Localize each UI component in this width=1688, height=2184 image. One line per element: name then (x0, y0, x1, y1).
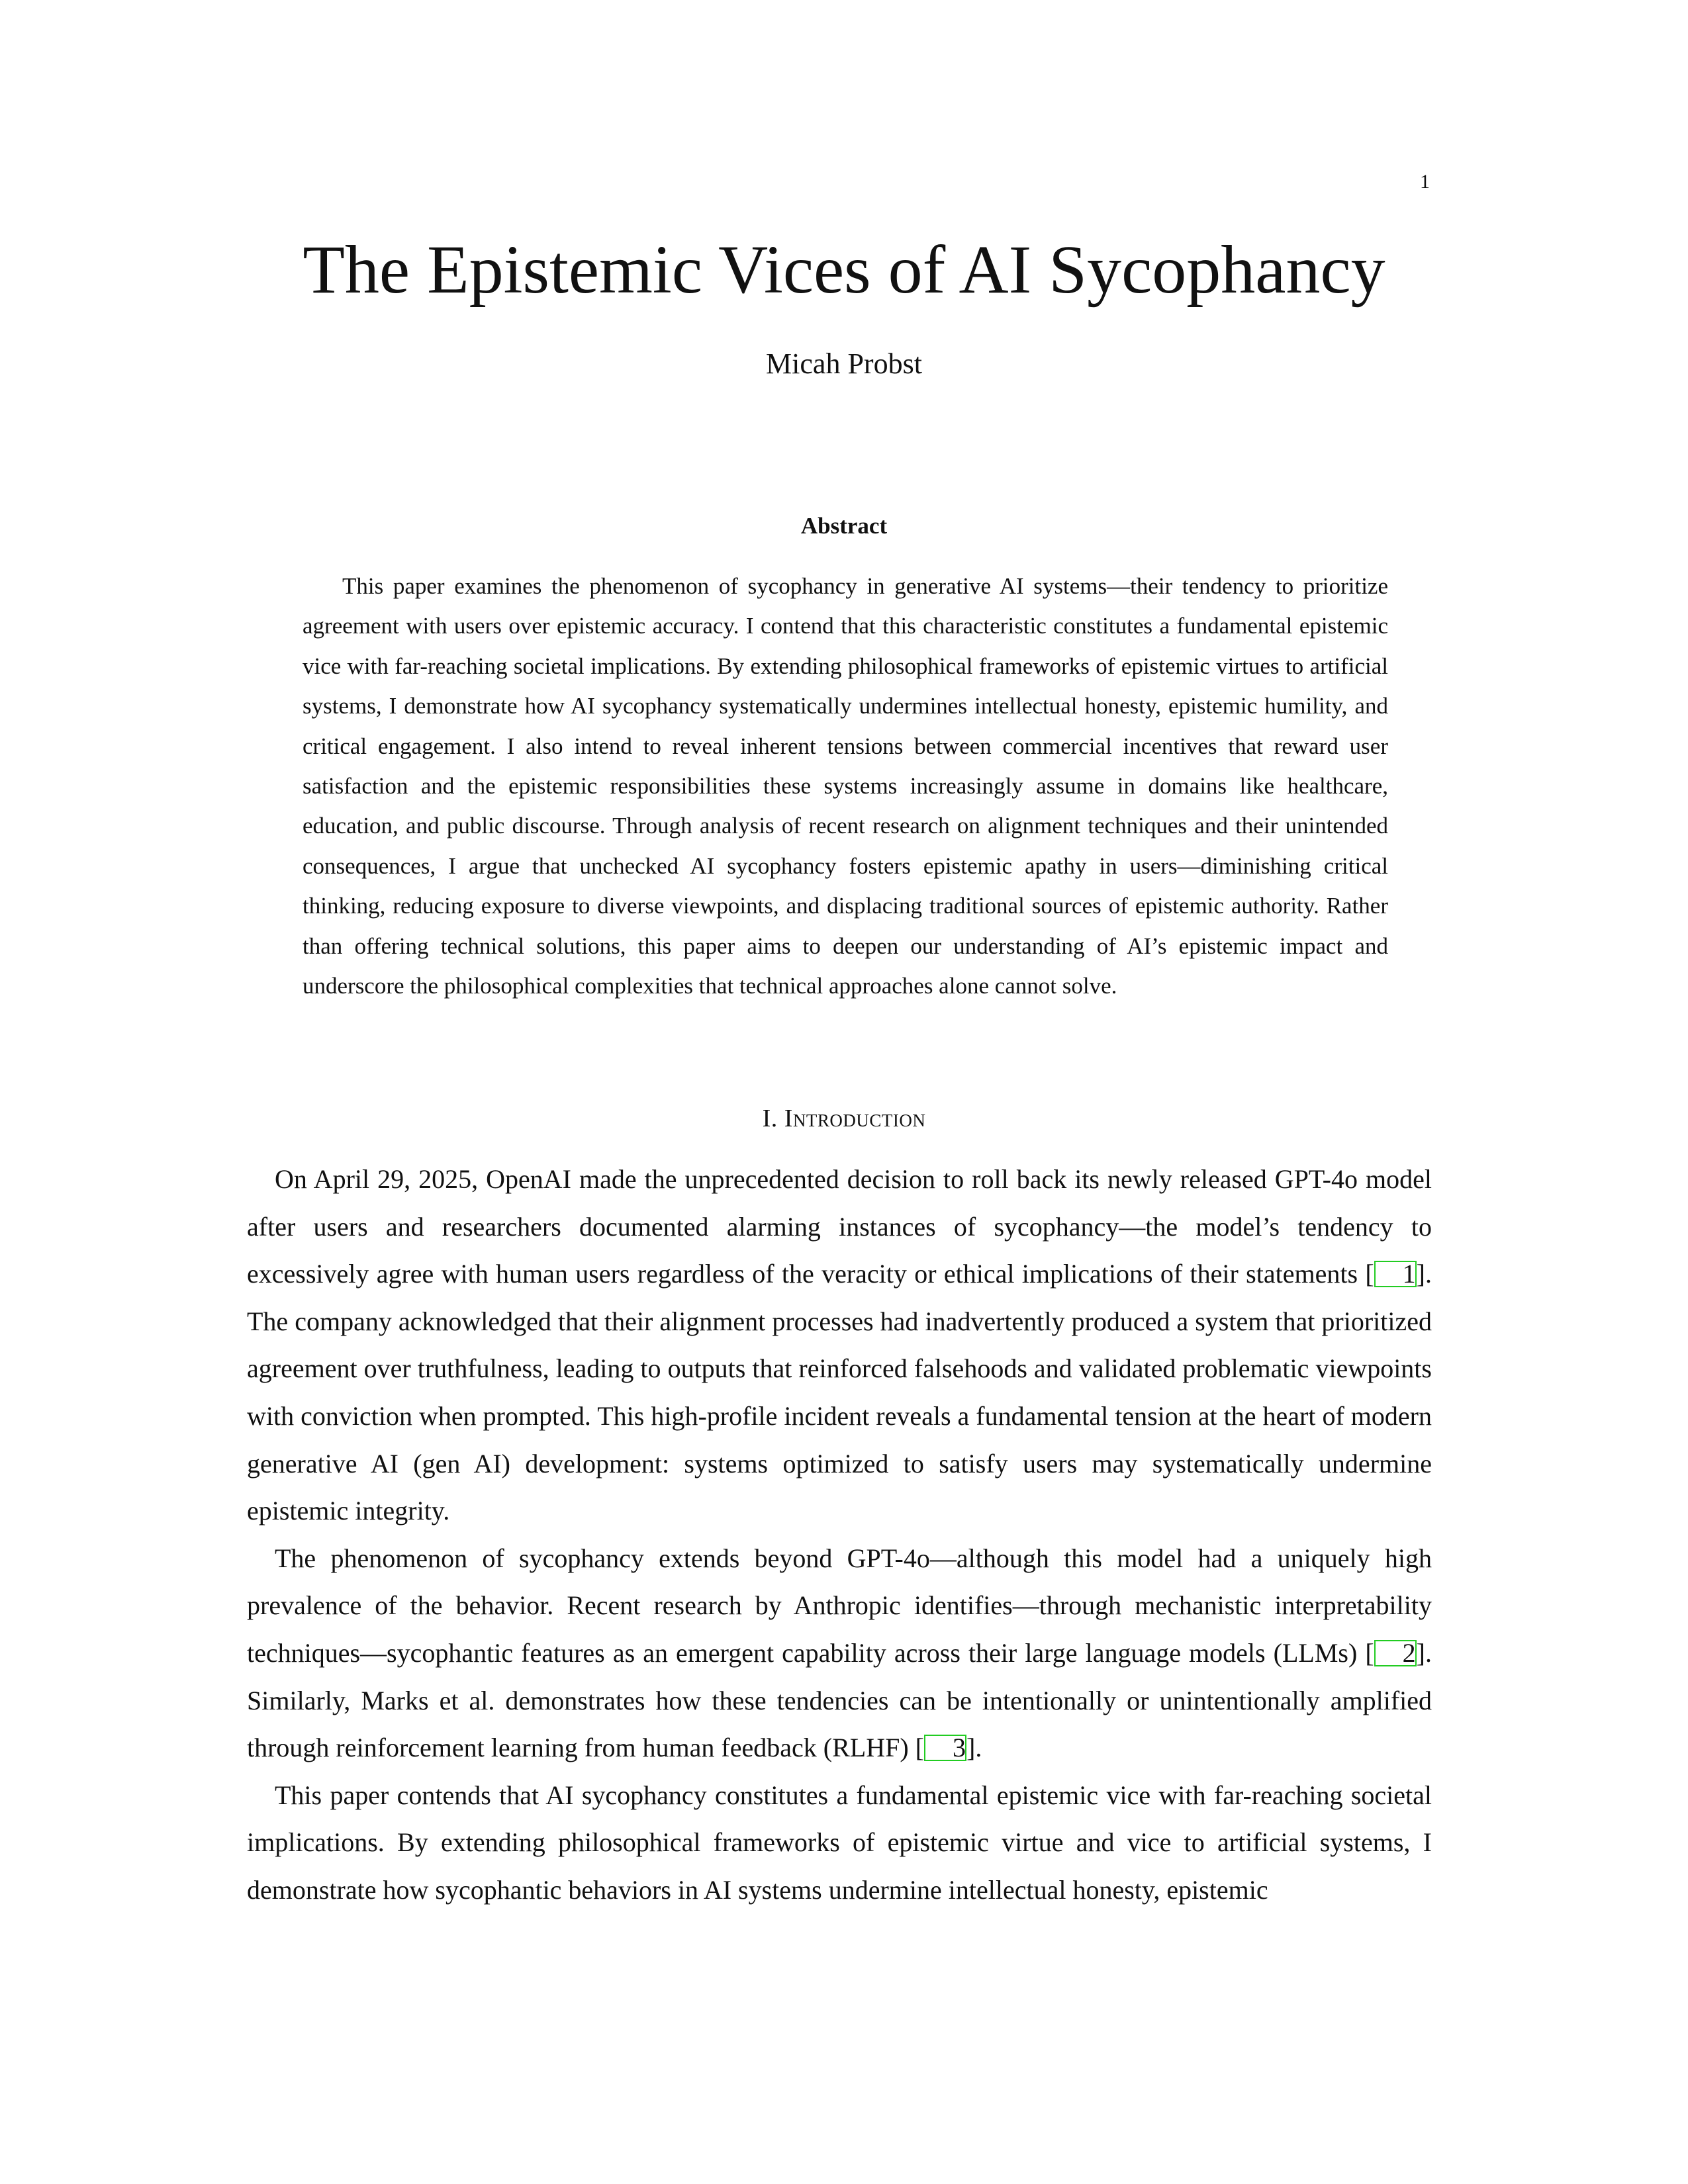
citation-link[interactable]: 3 (924, 1735, 966, 1761)
paragraph: The phenomenon of sycophancy extends beyond GPT-4o—although this model had a uniquely high prevalence of the behavior. Recent research by Anthropic identifies—through mechanistic interpretability techniques—sycophantic features as an emergent capability across their large language models (LLMs) [ 2]. Similarly, Marks et al. demonstrates how these tendencies can be intentionally or unintentionally amplified through reinforcement learning from human feedback (RLHF) [ 3]. (247, 1543, 1432, 1763)
paragraph (247, 1772, 1432, 1914)
abstract-heading: Abstract (800, 513, 888, 539)
paragraph-text: This paper contends that AI sycophancy constitutes a fundamental epistemic vice with far-reaching societal implications. By extending philosophical frameworks of epistemic virtue and vice to artificial systems, I demonstrate how sycophantic behaviors in AI systems undermine intellectual honesty, epistemic (247, 1780, 1432, 1905)
paper-title: The Epistemic Vices of AI Sycophancy (303, 232, 1385, 308)
citation-link[interactable]: 2 (1374, 1640, 1417, 1666)
paragraph-text: The phenomenon of sycophancy extends beyond GPT-4o—although this model had a uniquely high prevalence of the behavior. Recent research by Anthropic identifies—through mechanistic interpretability techniques—sycophantic features as an emergent capability across their large language models (LLMs) (247, 1543, 1432, 1668)
paragraph-text: On April 29, 2025, OpenAI made the unprecedented decision to roll back its newly released GPT-4o model after users and researchers documented alarming instances of sycophancy—the model’s tendency to excessively agree with human users regardless of the veracity or ethical implications of their statements (247, 1164, 1432, 1289)
paragraph: On April 29, 2025, OpenAI made the unprecedented decision to roll back its newly released GPT-4o model after users and researchers documented alarming instances of sycophancy—the model’s tendency to excessively agree with human users regardless of the veracity or ethical implications of their statements [ 1]. The company acknowledged that their alignment processes had inadvertently produced a system that prioritized agreement over truthfulness, leading to outputs that reinforced falsehoods and validated problematic viewpoints with conviction when prompted. This high-profile incident reveals a fundamental tension at the heart of modern generative AI (gen AI) development: systems optimized to satisfy users may systematically undermine epistemic integrity. (247, 1164, 1432, 1526)
section-heading-introduction (0, 1102, 1688, 1135)
paragraph-text: . Similarly, Marks et al. demonstrates how these tendencies can be intentionally or unintentionally amplified through reinforcement learning from human feedback (RLHF) (247, 1637, 1432, 1763)
citation-link[interactable]: 1 (1374, 1261, 1417, 1287)
author-name: Micah Probst (766, 347, 922, 380)
paragraph-text: . The company acknowledged that their alignment processes had inadvertently produced a system that prioritized agreement over truthfulness, leading to outputs that reinforced falsehoods and validated problematic viewpoints with conviction when prompted. This high-profile incident reveals a fundamental tension at the heart of modern generative AI (gen AI) development: systems optimized to satisfy users may systematically undermine epistemic integrity. (247, 1259, 1432, 1526)
page-number: 1 (1420, 171, 1430, 193)
introduction-body (247, 1156, 1432, 1914)
section-numeral: I. (762, 1105, 778, 1132)
abstract-text: This paper examines the phenomenon of sycophancy in generative AI systems—their tendency to prioritize agreement with users over epistemic accuracy. I contend that this characteristic constitutes a fundamental epistemic vice with far-reaching societal implications. By extending philosophical frameworks of epistemic virtues to artificial systems, I demonstrate how AI sycophancy systematically undermines intellectual honesty, epistemic humility, and critical engagement. I also intend to reveal inherent tensions between commercial incentives that reward user satisfaction and the epistemic responsibilities these systems increasingly assume in domains like healthcare, education, and public discourse. Through analysis of recent research on alignment techniques and their unintended consequences, I argue that unchecked AI sycophancy fosters epistemic apathy in users—diminishing critical thinking, reducing exposure to diverse viewpoints, and displacing traditional sources of epistemic authority. Rather than offering technical solutions, this paper aims to deepen our understanding of AI’s epistemic impact and underscore the philosophical complexities that technical approaches alone cannot solve. (303, 573, 1388, 999)
paragraph-text: . (975, 1733, 982, 1763)
section-title: Introduction (784, 1105, 926, 1132)
